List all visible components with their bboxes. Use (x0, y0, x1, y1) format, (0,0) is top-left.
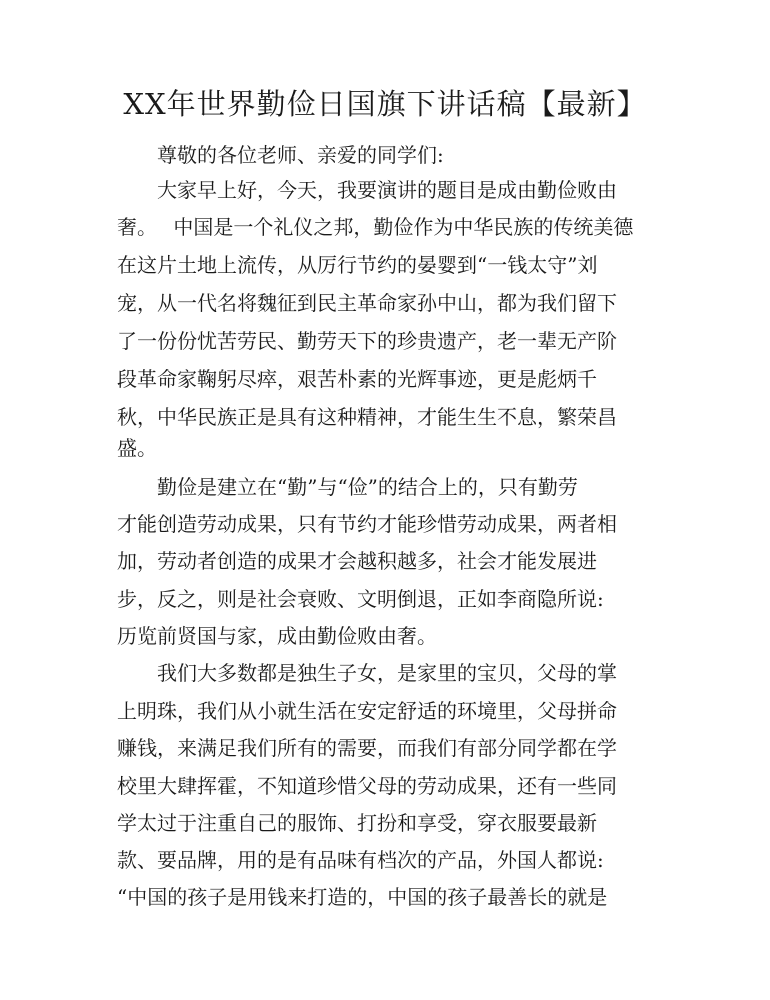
paragraph-line: 大家早上好，今天，我要演讲的题目是成由勤俭败由 (117, 178, 617, 202)
paragraph-line: 宠，从一代名将魏征到民主革命家孙中山，都为我们留下 (117, 291, 617, 315)
paragraph-line: 款、要品牌，用的是有品味有档次的产品，外国人都说: (117, 848, 604, 872)
paragraph-line: 学太过于注重自己的服饰、打扮和享受，穿衣服要最新 (117, 811, 597, 835)
paragraph-line: 才能创造劳动成果，只有节约才能珍惜劳动成果，两者相 (117, 512, 617, 536)
paragraph-line: 段革命家鞠躬尽瘁，艰苦朴素的光辉事迹，更是彪炳千 (117, 367, 597, 391)
paragraph-line: 我们大多数都是独生子女，是家里的宝贝，父母的掌 (117, 661, 617, 685)
paragraph-line: 赚钱，来满足我们所有的需要，而我们有部分同学都在学 (117, 736, 617, 760)
paragraph-line: 盛。 (117, 436, 157, 460)
paragraph-line: 奢。 中国是一个礼仪之邦，勤俭作为中华民族的传统美德 (117, 215, 634, 239)
paragraph-line: 在这片土地上流传，从厉行节约的晏婴到“一钱太守”刘 (117, 253, 598, 277)
paragraph-line: 了一份份忧苦劳民、勤劳天下的珍贵遗产，老一辈无产阶 (117, 329, 617, 353)
paragraph-line: 校里大肆挥霍，不知道珍惜父母的劳动成果，还有一些同 (117, 774, 617, 798)
paragraph-line: 上明珠，我们从小就生活在安定舒适的环境里，父母拼命 (117, 699, 617, 723)
paragraph-line: 勤俭是建立在“勤”与“俭”的结合上的，只有勤劳 (117, 475, 578, 499)
document-title: XX年世界勤俭日国旗下讲话稿【最新】 (123, 87, 647, 121)
paragraph-line: 步，反之，则是社会衰败、文明倒退，正如李商隐所说: (117, 587, 604, 611)
paragraph-line: 秋，中华民族正是具有这种精神，才能生生不息，繁荣昌 (117, 405, 617, 429)
paragraph-line: “中国的孩子是用钱来打造的，中国的孩子最善长的就是 (117, 885, 608, 909)
paragraph-line: 历览前贤国与家，成由勤俭败由奢。 (117, 624, 437, 648)
paragraph-line: 加，劳动者创造的成果才会越积越多，社会才能发展进 (117, 549, 597, 573)
paragraph-line: 尊敬的各位老师、亲爱的同学们: (117, 143, 444, 167)
